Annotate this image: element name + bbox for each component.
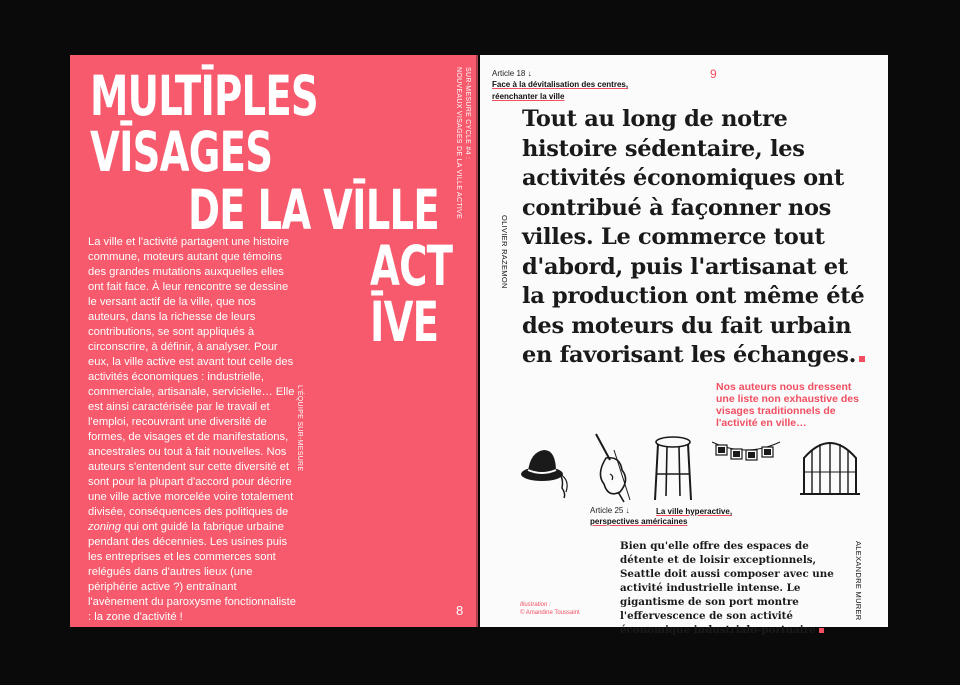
title-line-5: ĪVE	[370, 290, 439, 354]
hat-icon	[518, 438, 580, 500]
title-line-4: ACT	[370, 234, 453, 298]
gate-icon	[798, 432, 862, 496]
article-25-label: Article 25 ↓	[590, 506, 630, 515]
author-razemon: OLIVIER RAZEMON	[500, 215, 509, 289]
article-18-label: Article 18 ↓	[492, 69, 532, 78]
article-18-title: Face à la dévitalisation des centres, réenchanter la ville	[492, 80, 629, 101]
stool-icon	[652, 434, 694, 502]
end-mark	[859, 356, 865, 362]
zoning-emphasis: zoning	[88, 521, 121, 533]
series-label: SUR-MESURE CYCLE #4 : NOUVEAUX VISAGES DE LA VILLE ACTIVE	[455, 67, 471, 220]
illustrations	[518, 430, 868, 505]
illustration-credit-name: © Amandine Toussaint	[520, 610, 580, 616]
pull-quote: Tout au long de notre histoire sédentaire, les activités économiques ont contribué à façonner nos villes. Le commerce tout d'abord, puis l'artisanat et la production ont même été des moteurs du fait urbain en favorisant les échanges.	[522, 106, 865, 368]
article-25-title: La ville hyperactive,	[656, 507, 733, 516]
page-number-left: 8	[456, 603, 464, 618]
author-murer: ALEXANDRE MURER	[854, 541, 863, 621]
title-line-3: DE LA VĪLLE	[188, 178, 439, 242]
end-mark	[819, 628, 824, 633]
left-page	[70, 55, 478, 627]
article-25-subtitle: perspectives américaines	[590, 517, 688, 526]
intro-text: La ville et l'activité partagent une histoire commune, moteurs autant que témoins des grandes mutations auxquelles elles ont fait face. À leur rencontre se dessine le versant actif de la ville, que nos auteurs, dans la richesse de leurs contributions, se sont appliqués à circonscrire, à définir, à analyser. Pour eux, la ville active est avant tout celle des activités économiques : industrielle, commerciale, artisanale, servicielle… Elle est ainsi caractérisée par le travail et l'emploi, recouvrant une diversité de formes, de visages et de manifestations, ancestrales ou tout à fait nouvelles. Nos auteurs s'entendent sur cette diversité et sont pour la plupart d'accord pour décrire une ville active morcelée voire totalement divisée, conséquences des politiques de zoning qui ont guidé la fabrique urbaine pendant des décennies. Les usines puis les entreprises et les commerces sont relégués dans d'autres lieux (une périphérie active ?) entraînant l'avènement du paroxysme fonctionnaliste : la zone d'activité !	[88, 236, 296, 623]
title-line-1: MULTĪPLES	[90, 64, 318, 128]
illustration-credit-label: Illustration :	[520, 602, 551, 608]
cello-icon	[590, 430, 636, 504]
right-page	[480, 55, 888, 636]
page-number-right: 9	[710, 67, 717, 81]
title-line-2: VĪSAGES	[90, 120, 273, 184]
illustration-note: Nos auteurs nous dressent une liste non exhaustive des visages traditionnels de l'activité en ville…	[716, 381, 859, 429]
photo-garland-icon	[710, 436, 782, 476]
seattle-text: Bien qu'elle offre des espaces de détente et de loisir exceptionnels, Seattle doit aussi composer avec une activité industrielle intense. Le gigantisme de son port montre l'effervescence de son activité économique industrialo-portuaire	[620, 540, 834, 636]
author-left: L'ÉQUIPE SUR-MESURE	[296, 385, 303, 472]
